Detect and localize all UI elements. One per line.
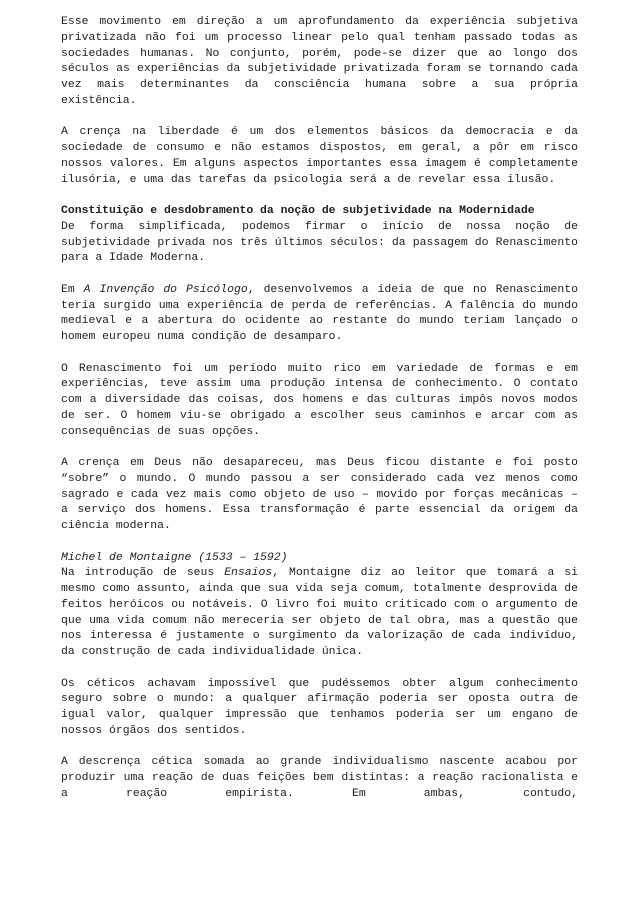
book-title-invencao: A Invenção do Psicólogo bbox=[83, 282, 248, 296]
paragraph-7-lead: Na introdução de seus bbox=[61, 566, 225, 580]
paragraph-6: A crença em Deus não desapareceu, mas Deus ficou distante e foi posto “sobre” o mundo. O mundo passou a ser considerado cada vez menos como sagrado e cada vez mais como objeto de uso – movido por forças mecânicas – a serviço dos homens. Essa transformação é parte essencial da origem da ciência moderna. bbox=[61, 456, 578, 532]
subheading-montaigne: Michel de Montaigne (1533 – 1592) bbox=[61, 550, 288, 564]
book-title-ensaios: Ensaios bbox=[224, 566, 273, 580]
paragraph-5: O Renascimento foi um período muito rico em variedade de formas e em experiências, teve assim uma produção intensa de conhecimento. O contato com a diversidade das coisas, dos homens e das culturas impôs novos modos de ser. O homem viu-se obrigado a escolher seus caminhos e arcar com as consequências de suas opções. bbox=[61, 361, 578, 438]
paragraph-3: De forma simplificada, podemos firmar o início de nossa noção de subjetividade privada nos três últimos séculos: da passagem do Renascimento para a Idade Moderna. bbox=[61, 219, 578, 265]
paragraph-1: Esse movimento em direção a um aprofundamento da experiência subjetiva privatizada não foi um processo linear pelo qual tenham passado todas as sociedades humanas. No conjunto, porém, pode-se dizer que ao longo dos séculos as experiências da subjetividade privatizada foram se tornando cada vez mais determinantes da consciência humana sobre a sua própria existência. bbox=[61, 15, 578, 107]
section-heading: Constituição e desdobramento da noção de subjetividade na Modernidade bbox=[61, 204, 535, 217]
paragraph-4 bbox=[61, 282, 578, 345]
paragraph-7 bbox=[61, 565, 578, 660]
paragraph-9: A descrença cética somada ao grande individualismo nascente acabou por produzir uma reação de duas feições bem distintas: a reação racionalista e a reação empirista. Em ambas, contudo, bbox=[61, 755, 578, 800]
paragraph-4-lead: Em bbox=[61, 282, 84, 296]
paragraph-4-rest: , desenvolvemos a ideia de que no Renascimento teria surgido uma experiência de perda de referências. A falência do mundo medieval e a abertura do ocidente ao restante do mundo teriam lançado o homem europeu numa condição de desamparo. bbox=[61, 282, 578, 343]
paragraph-8: Os céticos achavam impossível que pudéssemos obter algum conhecimento seguro sobre o mundo: a qualquer afirmação poderia ser oposta outra de igual valor, qualquer impressão que tenhamos poderia ser um engano de nossos órgãos dos sentidos. bbox=[61, 676, 578, 737]
paragraph-2: A crença na liberdade é um dos elementos básicos da democracia e da sociedade de consumo e não estamos dispostos, em geral, a pôr em risco nossos valores. Em alguns aspectos importantes essa imagem é completamente ilusória, e uma das tarefas da psicologia será a de revelar essa ilusão. bbox=[61, 125, 578, 186]
paragraph-7-rest: , Montaigne diz ao leitor que tomará a si mesmo como assunto, ainda que sua vida seja comum, totalmente desprovida de feitos heróicos ou notáveis. O livro foi muito criticado com o argumento de que uma vida comum não mereceria ser objeto de tal obra, mas a questão que nos interessa é justamente o surgimento da valorização de cada indivíduo, da construção de cada individualidade única. bbox=[61, 566, 578, 658]
document-page bbox=[61, 14, 578, 817]
